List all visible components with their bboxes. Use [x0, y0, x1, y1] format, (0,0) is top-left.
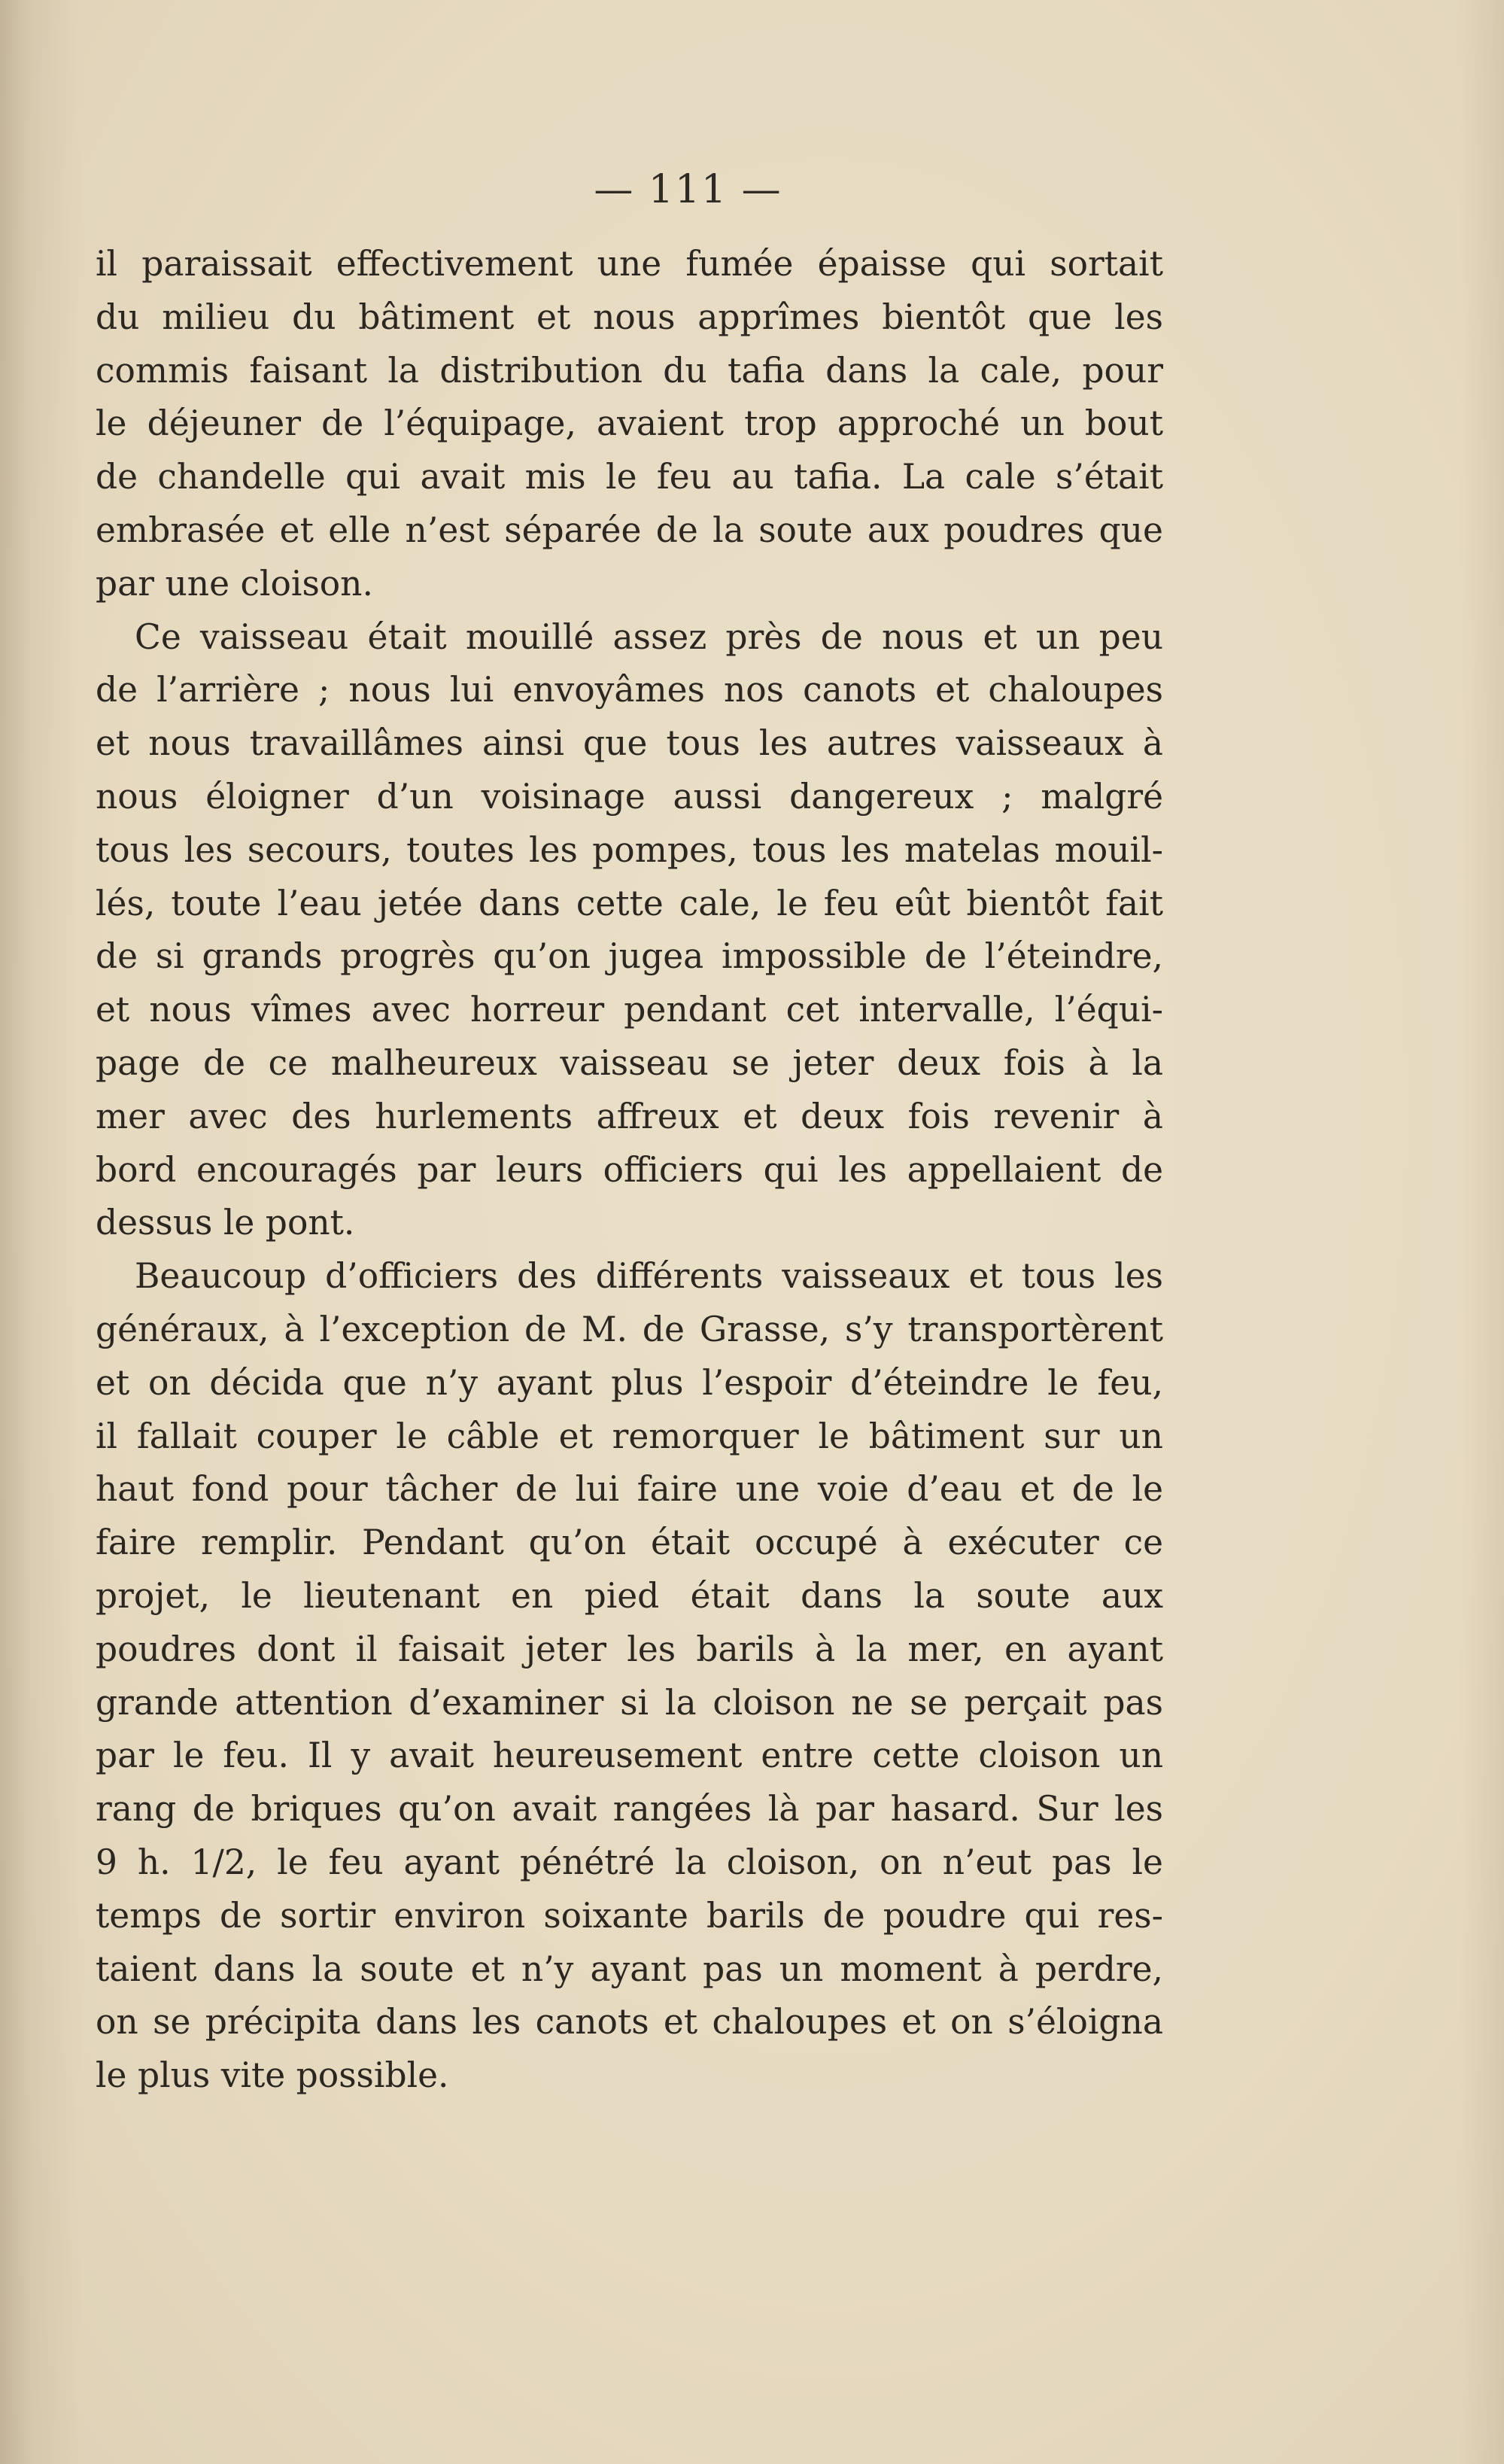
text-line: temps de sortir environ soixante barils de poudre qui res-: [96, 1895, 1163, 1936]
paragraph: [96, 1250, 1163, 2103]
text-line: bord encouragés par leurs officiers qui les appellaient de: [96, 1149, 1163, 1190]
body-text: [96, 238, 1163, 2103]
text-line: Ce vaisseau était mouillé assez près de nous et un peu: [135, 616, 1163, 657]
text-line: embrasée et elle n’est séparée de la soute aux poudres que: [96, 510, 1163, 550]
text-line: par le feu. Il y avait heureusement entre cette cloison un: [96, 1735, 1163, 1776]
text-line: il paraissait effectivement une fumée épaisse qui sortait: [96, 244, 1163, 284]
text-line: et nous vîmes avec horreur pendant cet intervalle, l’équi-: [96, 990, 1163, 1030]
text-line: grande attention d’examiner si la cloison ne se perçait pas: [96, 1682, 1163, 1723]
paragraph: [96, 238, 1163, 611]
text-line: de chandelle qui avait mis le feu au tafia. La cale s’était: [96, 457, 1163, 497]
text-line: nous éloigner d’un voisinage aussi dangereux ; malgré: [96, 776, 1163, 817]
paragraph: [96, 611, 1163, 1251]
text-line: page de ce malheureux vaisseau se jeter deux fois à la: [96, 1042, 1163, 1083]
text-line: 9 h. 1/2, le feu ayant pénétré la cloison, on n’eut pas le: [96, 1842, 1163, 1882]
text-line: haut fond pour tâcher de lui faire une voie d’eau et de le: [96, 1469, 1163, 1510]
text-line: rang de briques qu’on avait rangées là par hasard. Sur les: [96, 1789, 1163, 1830]
text-line: de si grands progrès qu’on jugea impossible de l’éteindre,: [96, 936, 1163, 977]
text-line: il fallait couper le câble et remorquer le bâtiment sur un: [96, 1416, 1163, 1456]
text-line: du milieu du bâtiment et nous apprîmes bientôt que les: [96, 297, 1163, 337]
page-number: — 111 —: [594, 167, 782, 212]
text-line: et nous travaillâmes ainsi que tous les autres vaisseaux à: [96, 723, 1163, 764]
text-line: le déjeuner de l’équipage, avaient trop approché un bout: [96, 403, 1163, 444]
text-line: commis faisant la distribution du tafia dans la cale, pour: [96, 350, 1163, 391]
text-line: le plus vite possible.: [96, 2055, 449, 2096]
text-line: on se précipita dans les canots et chaloupes et on s’éloigna: [96, 2002, 1163, 2043]
text-line: poudres dont il faisait jeter les barils à la mer, en ayant: [96, 1629, 1163, 1669]
text-line: faire remplir. Pendant qu’on était occupé à exécuter ce: [96, 1523, 1163, 1563]
text-line: lés, toute l’eau jetée dans cette cale, le feu eût bientôt fait: [96, 883, 1163, 923]
text-line: projet, le lieutenant en pied était dans la soute aux: [96, 1575, 1163, 1616]
text-line: taient dans la soute et n’y ayant pas un moment à perdre,: [96, 1948, 1163, 1989]
text-line: mer avec des hurlements affreux et deux fois revenir à: [96, 1096, 1163, 1136]
text-line: tous les secours, toutes les pompes, tous les matelas mouil-: [96, 829, 1163, 870]
text-line: de l’arrière ; nous lui envoyâmes nos canots et chaloupes: [96, 670, 1163, 710]
text-line: par une cloison.: [96, 563, 373, 604]
text-line: Beaucoup d’officiers des différents vaisseaux et tous les: [135, 1256, 1163, 1297]
text-line: généraux, à l’exception de M. de Grasse, s’y transportèrent: [96, 1309, 1163, 1349]
text-line: dessus le pont.: [96, 1203, 355, 1243]
text-line: et on décida que n’y ayant plus l’espoir d’éteindre le feu,: [96, 1362, 1163, 1403]
